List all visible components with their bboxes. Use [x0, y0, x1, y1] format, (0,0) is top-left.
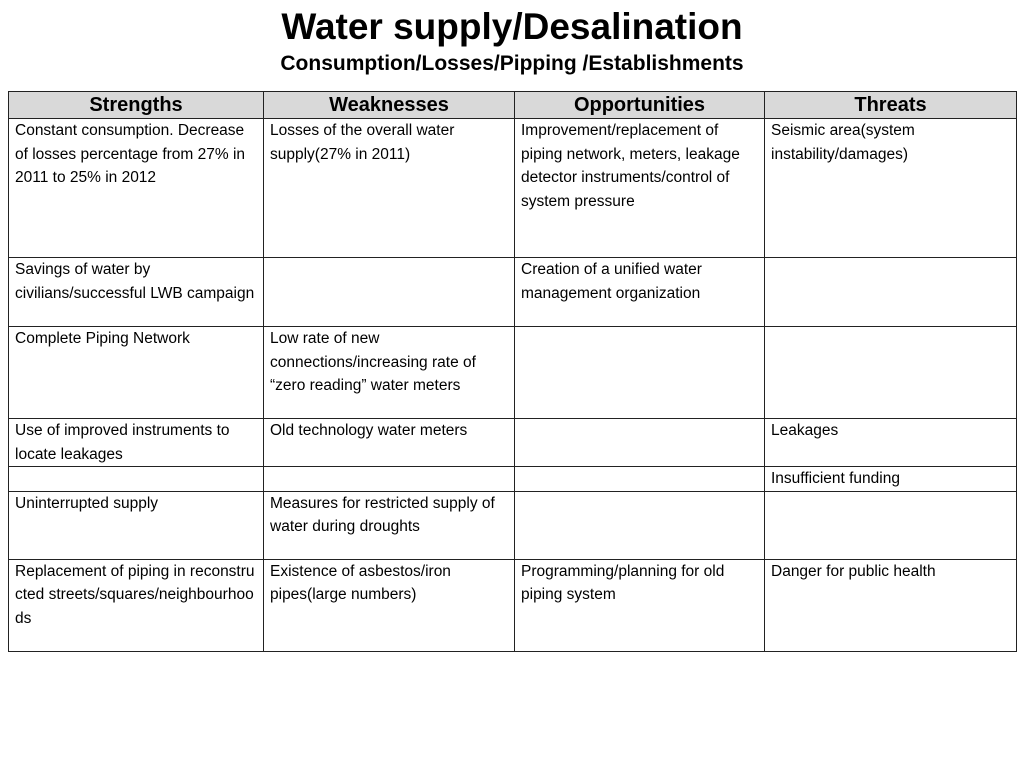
cell-weakness: Existence of asbestos/iron pipes(large numbers) [264, 559, 515, 651]
cell-weakness: Low rate of new connections/increasing rate of “zero reading” water meters [264, 327, 515, 419]
table-row [9, 258, 1017, 327]
cell-strength: Uninterrupted supply [9, 491, 264, 559]
page-title: Water supply/Desalination [281, 6, 743, 47]
header-opportunities: Opportunities [515, 92, 765, 119]
cell-opportunity [515, 467, 765, 492]
page-subtitle: Consumption/Losses/Pipping /Establishments [280, 52, 744, 75]
header-strengths: Strengths [9, 92, 264, 119]
cell-threat [765, 327, 1017, 419]
cell-weakness: Old technology water meters [264, 419, 515, 467]
cell-threat [765, 258, 1017, 327]
cell-strength [9, 467, 264, 492]
cell-opportunity [515, 491, 765, 559]
cell-opportunity: Programming/planning for old piping system [515, 559, 765, 651]
cell-strength: Use of improved instruments to locate leakages [9, 419, 264, 467]
cell-opportunity: Improvement/replacement of piping network, meters, leakage detector instruments/control of system pressure [515, 119, 765, 258]
table-row [9, 491, 1017, 559]
cell-strength: Savings of water by civilians/successful LWB campaign [9, 258, 264, 327]
swot-table [8, 91, 1017, 652]
cell-opportunity [515, 327, 765, 419]
cell-opportunity: Creation of a unified water management organization [515, 258, 765, 327]
table-row [9, 327, 1017, 419]
cell-threat: Leakages [765, 419, 1017, 467]
cell-weakness: Losses of the overall water supply(27% in 2011) [264, 119, 515, 258]
cell-weakness [264, 258, 515, 327]
cell-strength: Constant consumption. Decrease of losses percentage from 27% in 2011 to 25% in 2012 [9, 119, 264, 258]
table-header-row [9, 92, 1017, 119]
table-row [9, 119, 1017, 258]
cell-strength: Complete Piping Network [9, 327, 264, 419]
cell-strength: Replacement of piping in reconstructed streets/squares/neighbourhoods [9, 559, 264, 651]
cell-weakness: Measures for restricted supply of water during droughts [264, 491, 515, 559]
table-row [9, 559, 1017, 651]
table-row [9, 419, 1017, 467]
header-threats: Threats [765, 92, 1017, 119]
header-weaknesses: Weaknesses [264, 92, 515, 119]
cell-threat [765, 491, 1017, 559]
cell-threat: Insufficient funding [765, 467, 1017, 492]
cell-threat: Seismic area(system instability/damages) [765, 119, 1017, 258]
cell-threat: Danger for public health [765, 559, 1017, 651]
cell-opportunity [515, 419, 765, 467]
table-row [9, 467, 1017, 492]
cell-weakness [264, 467, 515, 492]
